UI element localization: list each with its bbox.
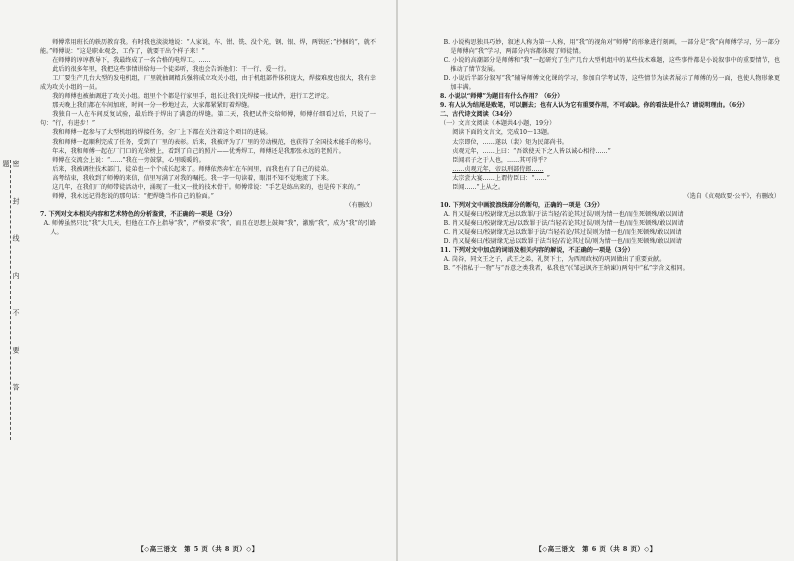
source-note: （有删改）: [345, 201, 376, 209]
paragraph: 师傅常用班长的轶历教育我。有时我也淡淡地说：“人家说，车、钳、铣、没个光，钢、银、焊，两铁匠；”抄捆的“，就不能。”师傅说：“这是职业观念，工作了，就要干出个样子来！”: [40, 39, 376, 56]
seal-line-warning: 密 封 线 内 不 要 答 题: [10, 160, 21, 440]
question-7-option-a: A. 师傅虽然只比“我”大几天，但他在工作上指导“我”，严格要求“我”，而且在思想上鼓舞“我”，激励“我”，成为“我”的引路人。: [43, 219, 376, 236]
subsection-heading: （一）文言文阅读（本题共4小题，19分）: [440, 120, 556, 128]
question-10-stem: 10. 下列对文中画波浪线部分的断句，正确的一项是（3分）: [440, 201, 604, 209]
question-7-option-d: D. 小说后半部分叙写“我”辅导师傅文化课的学习，参加自学考试等，这些情节为读者展示了师傅的另一面，也使人物形象更加丰满。: [443, 75, 780, 92]
question-10-option-b: B. 肖又疑奏曰/校尉缘无忌/以致罪于法/当轻若论其过误/则为情一也/而生死顿殊/敢以固请: [443, 219, 684, 227]
paragraph: 工厂要生产几台大型的发电机组，厂里就抽调精兵强将成立攻关小组，由于机组部件体积庞大，焊接难度也很大，我有幸成为攻关小组的一员。: [40, 75, 376, 92]
page-right: [398, 0, 794, 561]
right-column: [440, 38, 780, 273]
passage-paragraph: ……贞观元年，帝以刑部侍郎……: [452, 165, 544, 173]
passage-paragraph: 贞观元年，……上曰：“吾欲使天下之人皆以诚心相待……”: [452, 147, 611, 155]
passage-paragraph: 太宗即位，……遂以（裴）矩为民部尚书。: [452, 138, 568, 146]
paragraph: 高考结束，我收到了师傅的来信，信里写满了对我的嘱托。我一字一句读着，眼泪不知不觉地流了下来。: [52, 174, 333, 182]
paragraph: 我的师傅也被抽调进了攻关小组。组里个个都是行家里手，组长让我们先焊接一批试件，进行工艺评定。: [52, 93, 333, 101]
paragraph: 我独自一人在车间反复试验，最后终于焊出了满意的焊缝。第二天，我把试件交给师傅，师傅仔细看过后，只说了一句：“行，有进步！”: [40, 111, 376, 128]
question-11-option-b: B. “不指私于一物”与“吾意之类我者，私我也”(《邹忌讽齐王纳谏》)两句中“私”字含义相同。: [443, 265, 689, 273]
paragraph: 年末，我和师傅一起在厂门口的光荣榜上，看到了自己的照片——优秀焊工，师傅还是我那张永远的老照片。: [52, 147, 345, 155]
question-7-option-c: C. 小说的高潮部分是师傅和“我”一起研究了生产几台大型机组中的某些技术难题，这些事件都是小说叙事中的重要情节，也推动了情节发展。: [443, 57, 780, 74]
left-column: [40, 38, 376, 237]
paragraph: 我和师傅一起参与了大型机组的焊接任务，全厂上下都在关注着这个项目的进展。: [52, 129, 272, 137]
question-8: 8. 小说以“师傅”为题目有什么作用？（6分）: [440, 93, 564, 101]
passage-paragraph: 臣闻……”上从之。: [452, 183, 505, 191]
instruction: 阅读下面的文言文，完成10～13题。: [452, 129, 554, 137]
paragraph: 在师傅的谆谆教导下，我最终成了一名合格的电焊工。……: [52, 57, 211, 65]
page-footer-right: 【◇高三语文 第 6 页（共 8 页）◇】: [535, 545, 657, 553]
paragraph: 那天晚上我们都在车间加班，时间一分一秒地过去，大家都紧紧盯着焊缝。: [52, 102, 254, 110]
paragraph: 师傅在交流会上说：“……”我在一旁鼓掌，心里暖暖的。: [52, 156, 205, 164]
paragraph: 后来，我被调往技术部门，徒弟也一个个成长起来了。师傅依然奔忙在车间里，而我也有了自己的徒弟。: [52, 165, 333, 173]
passage-paragraph: 太宗尝大宴……上谓侍臣曰：“……”: [452, 174, 550, 182]
paragraph: 此后的很多年里，我把这些事情讲给每一个徒弟听，我也会告诉他们：干一行、爱一行。: [52, 66, 290, 74]
paragraph: 师傅，我永远记得您说的那句话：“把焊缝当作自己的脸面。”: [52, 192, 214, 200]
page-left: [0, 0, 396, 561]
passage-source: （选自《贞观政要·公平》，有删改）: [683, 192, 780, 200]
paragraph: 我和师傅一起顺利完成了任务，受到了厂里的表彰。后来，我被评为了厂里的劳动模范，也获得了全国技术能手的称号。: [52, 138, 376, 146]
question-7-option-b: B. 小说构思独具巧妙，叙述人称为第一人称，用“我”的视角对“师傅”的形象进行刻画，一部分是“我”向师傅学习，另一部分是师傅向“我”学习，两部分内容都体现了师徒情。: [443, 39, 780, 56]
paragraph: 这几年，在我们厂的师带徒活动中，涌现了一批又一批的技术骨干。师傅常说：“手艺是练出来的，也是传下来的。”: [52, 183, 361, 191]
question-11-option-a: A. 岗谷，同文王之子，武王之弟，礼贤下士，为西周政权的巩固做出了重要贡献。: [443, 256, 666, 264]
section-heading: 二、古代诗文阅读（34分）: [440, 111, 516, 119]
page-footer-left: 【◇高三语文 第 5 页（共 8 页）◇】: [137, 545, 259, 553]
question-10-option-d: D. 肖又疑奏曰/校尉缘无忌以致罪于法当轻/若论其过误/则为情一也/而生死顿殊/敢以固请: [443, 238, 682, 246]
passage-paragraph: 臣闻君子之于人也，……其可得乎？: [452, 156, 550, 164]
question-10-option-c: C. 肖又疑奏曰/校尉缘无忌以致罪于法/当轻若论/其过误则为情一也/而生死顿殊/敢以固请: [443, 228, 682, 236]
question-10-option-a: A. 肖又疑奏曰/校尉缘无忌以致罪/于法当轻/若论其过误/则为情一也/而生死顿殊/敢以固请: [443, 210, 684, 218]
question-9: 9. 有人认为结尾是败笔，可以删去；也有人认为它有重要作用，不可或缺。你的看法是什么？请说明理由。（6分）: [440, 102, 749, 110]
question-11-stem: 11. 下列对文中加点的词语及相关内容的解说，不正确的一项是（3分）: [440, 247, 634, 255]
question-7-stem: 7. 下列对文本相关内容和艺术特色的分析鉴赏，不正确的一项是（3分）: [40, 210, 236, 218]
